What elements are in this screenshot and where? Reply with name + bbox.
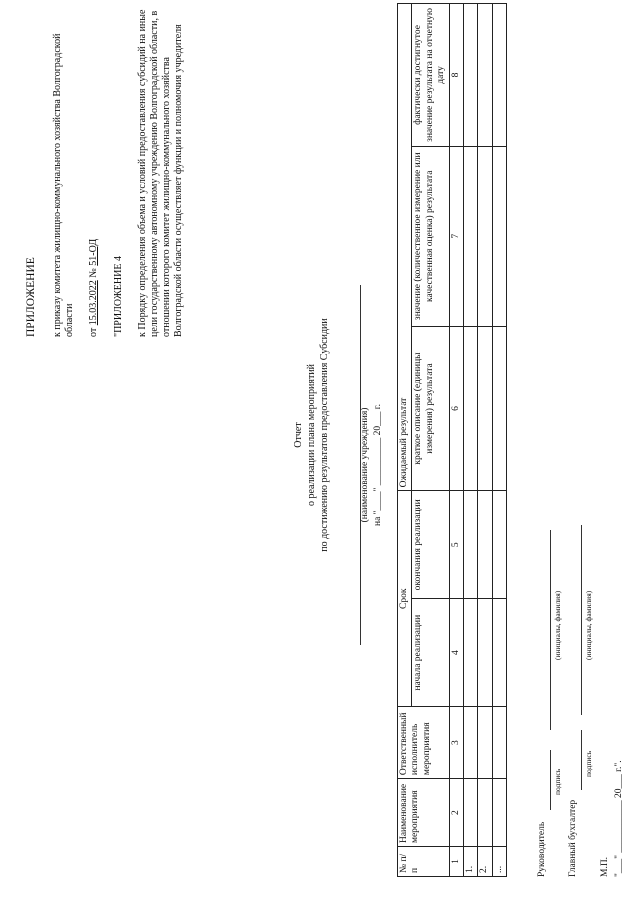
row-number: 1. <box>463 847 477 877</box>
column-number: 4 <box>449 599 463 707</box>
table-header-row <box>398 4 412 877</box>
table-row <box>463 4 477 877</box>
accountant-label: Главный бухгалтер <box>568 799 578 877</box>
row-number: 2. <box>478 847 492 877</box>
report-title-line1: Отчет <box>293 422 304 448</box>
order-date-line <box>88 7 100 337</box>
order-date: 15.03.2022 <box>88 280 100 326</box>
appendix-title: ПРИЛОЖЕНИЕ <box>25 257 37 337</box>
column-number-row <box>449 4 463 877</box>
stamp-label: М.П. <box>600 856 610 877</box>
accountant-signature-caption: подпись <box>584 750 593 777</box>
report-date-line: на "____" __________ 20___ г. <box>373 404 383 527</box>
header-end: окончания реализации <box>412 491 449 599</box>
header-term: Срок <box>398 491 412 707</box>
order-prefix: от <box>88 325 100 337</box>
head-signature-line <box>550 750 551 810</box>
column-number: 1 <box>449 847 463 877</box>
row-number: ... <box>492 847 506 877</box>
header-actual: фактически достигнутое значение результата на отчетную дату <box>412 4 449 147</box>
table-row <box>492 4 506 877</box>
table-row <box>478 4 492 877</box>
order-number: 51-ОД <box>88 238 100 266</box>
column-number: 6 <box>449 326 463 491</box>
head-label: Руководитель <box>537 821 547 877</box>
column-number: 2 <box>449 779 463 847</box>
report-title-line2: о реализации плана мероприятий <box>306 363 317 507</box>
order-reference: к приказу комитета жилищно-коммунального хозяйства Волгоградской области <box>52 33 76 337</box>
report-title <box>292 255 331 615</box>
header-no: № п/п <box>398 847 450 877</box>
header-name: Наименование мероприятия <box>398 779 450 847</box>
procedure-text: к Порядку определения объема и условий предоставления субсидий на иные цели государственному автономному учреждению Волгоградской области, в отношении которого комитет жилищно-коммунального хозяйства Волгоградской области осуществляет функции и полномочия учредителя <box>136 9 185 337</box>
header-expected-result: Ожидаемый результат <box>398 4 412 491</box>
order-no-sign: № <box>88 265 100 281</box>
accountant-signature-line <box>581 730 582 790</box>
header-description: краткое описание (единицы измерения) результата <box>412 326 449 491</box>
head-initials-caption: (инициалы, фамилия) <box>553 590 562 660</box>
institution-caption: (наименование учреждения) <box>360 407 370 523</box>
column-number: 3 <box>449 707 463 779</box>
header-value: значение (количественное измерение или качественная оценка) результата <box>412 146 449 326</box>
header-responsible: Ответственный исполнитель мероприятия <box>398 707 450 779</box>
accountant-initials-caption: (инициалы, фамилия) <box>584 590 593 660</box>
report-title-line3: по достижению результатов предоставления Субсидии <box>319 318 330 552</box>
accountant-initials-line <box>581 525 582 715</box>
column-number: 5 <box>449 491 463 599</box>
header-block <box>24 7 198 337</box>
report-table <box>397 3 507 877</box>
header-start: начала реализации <box>412 599 449 707</box>
column-number: 8 <box>449 4 463 147</box>
head-initials-line <box>550 530 551 730</box>
signature-date-line: "___" ___________ 20___ г.". <box>614 760 624 877</box>
appendix-number: "ПРИЛОЖЕНИЕ 4 <box>112 256 124 337</box>
column-number: 7 <box>449 146 463 326</box>
head-signature-caption: подпись <box>553 768 562 795</box>
